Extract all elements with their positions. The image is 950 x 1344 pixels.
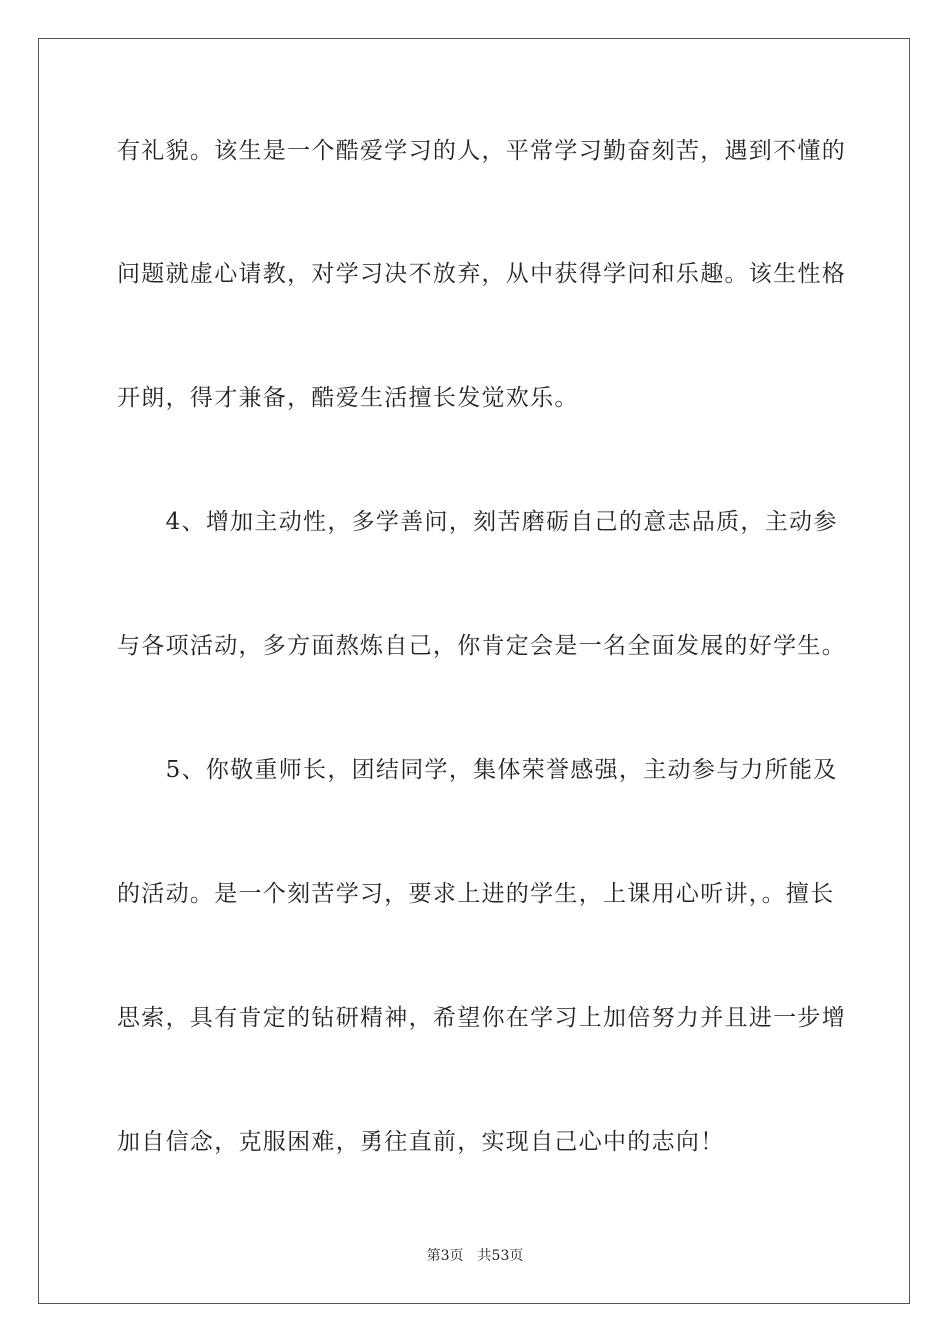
text-line-2: 问题就虚心请教，对学习决不放弃，从中获得学问和乐趣。该生性格 <box>117 261 846 287</box>
text-line-3: 开朗，得才兼备，酷爱生活擅长发觉欢乐。 <box>117 385 579 411</box>
text-line-6: 5、你敬重师长，团结同学，集体荣誉感强，主动参与力所能及 <box>117 757 838 783</box>
text-line-4: 4、增加主动性，多学善问，刻苦磨砺自己的意志品质，主动参 <box>117 509 838 535</box>
page-total: 共53页 <box>477 1248 524 1264</box>
text-line-8: 思索，具有肯定的钻研精神，希望你在学习上加倍努力并且进一步增 <box>117 1005 846 1031</box>
text-line-7: 的活动。是一个刻苦学习，要求上进的学生，上课用心听讲，。擅长 <box>117 881 835 907</box>
text-line-1: 有礼貌。该生是一个酷爱学习的人，平常学习勤奋刻苦，遇到不懂的 <box>117 138 846 164</box>
text-line-9: 加自信念，克服困难，勇往直前，实现自己心中的志向！ <box>117 1129 725 1155</box>
page-number: 第3页 <box>426 1248 464 1264</box>
page-footer <box>0 1247 950 1265</box>
text-line-5: 与各项活动，多方面熬炼自己，你肯定会是一名全面发展的好学生。 <box>117 633 846 659</box>
page-border <box>38 38 910 1304</box>
